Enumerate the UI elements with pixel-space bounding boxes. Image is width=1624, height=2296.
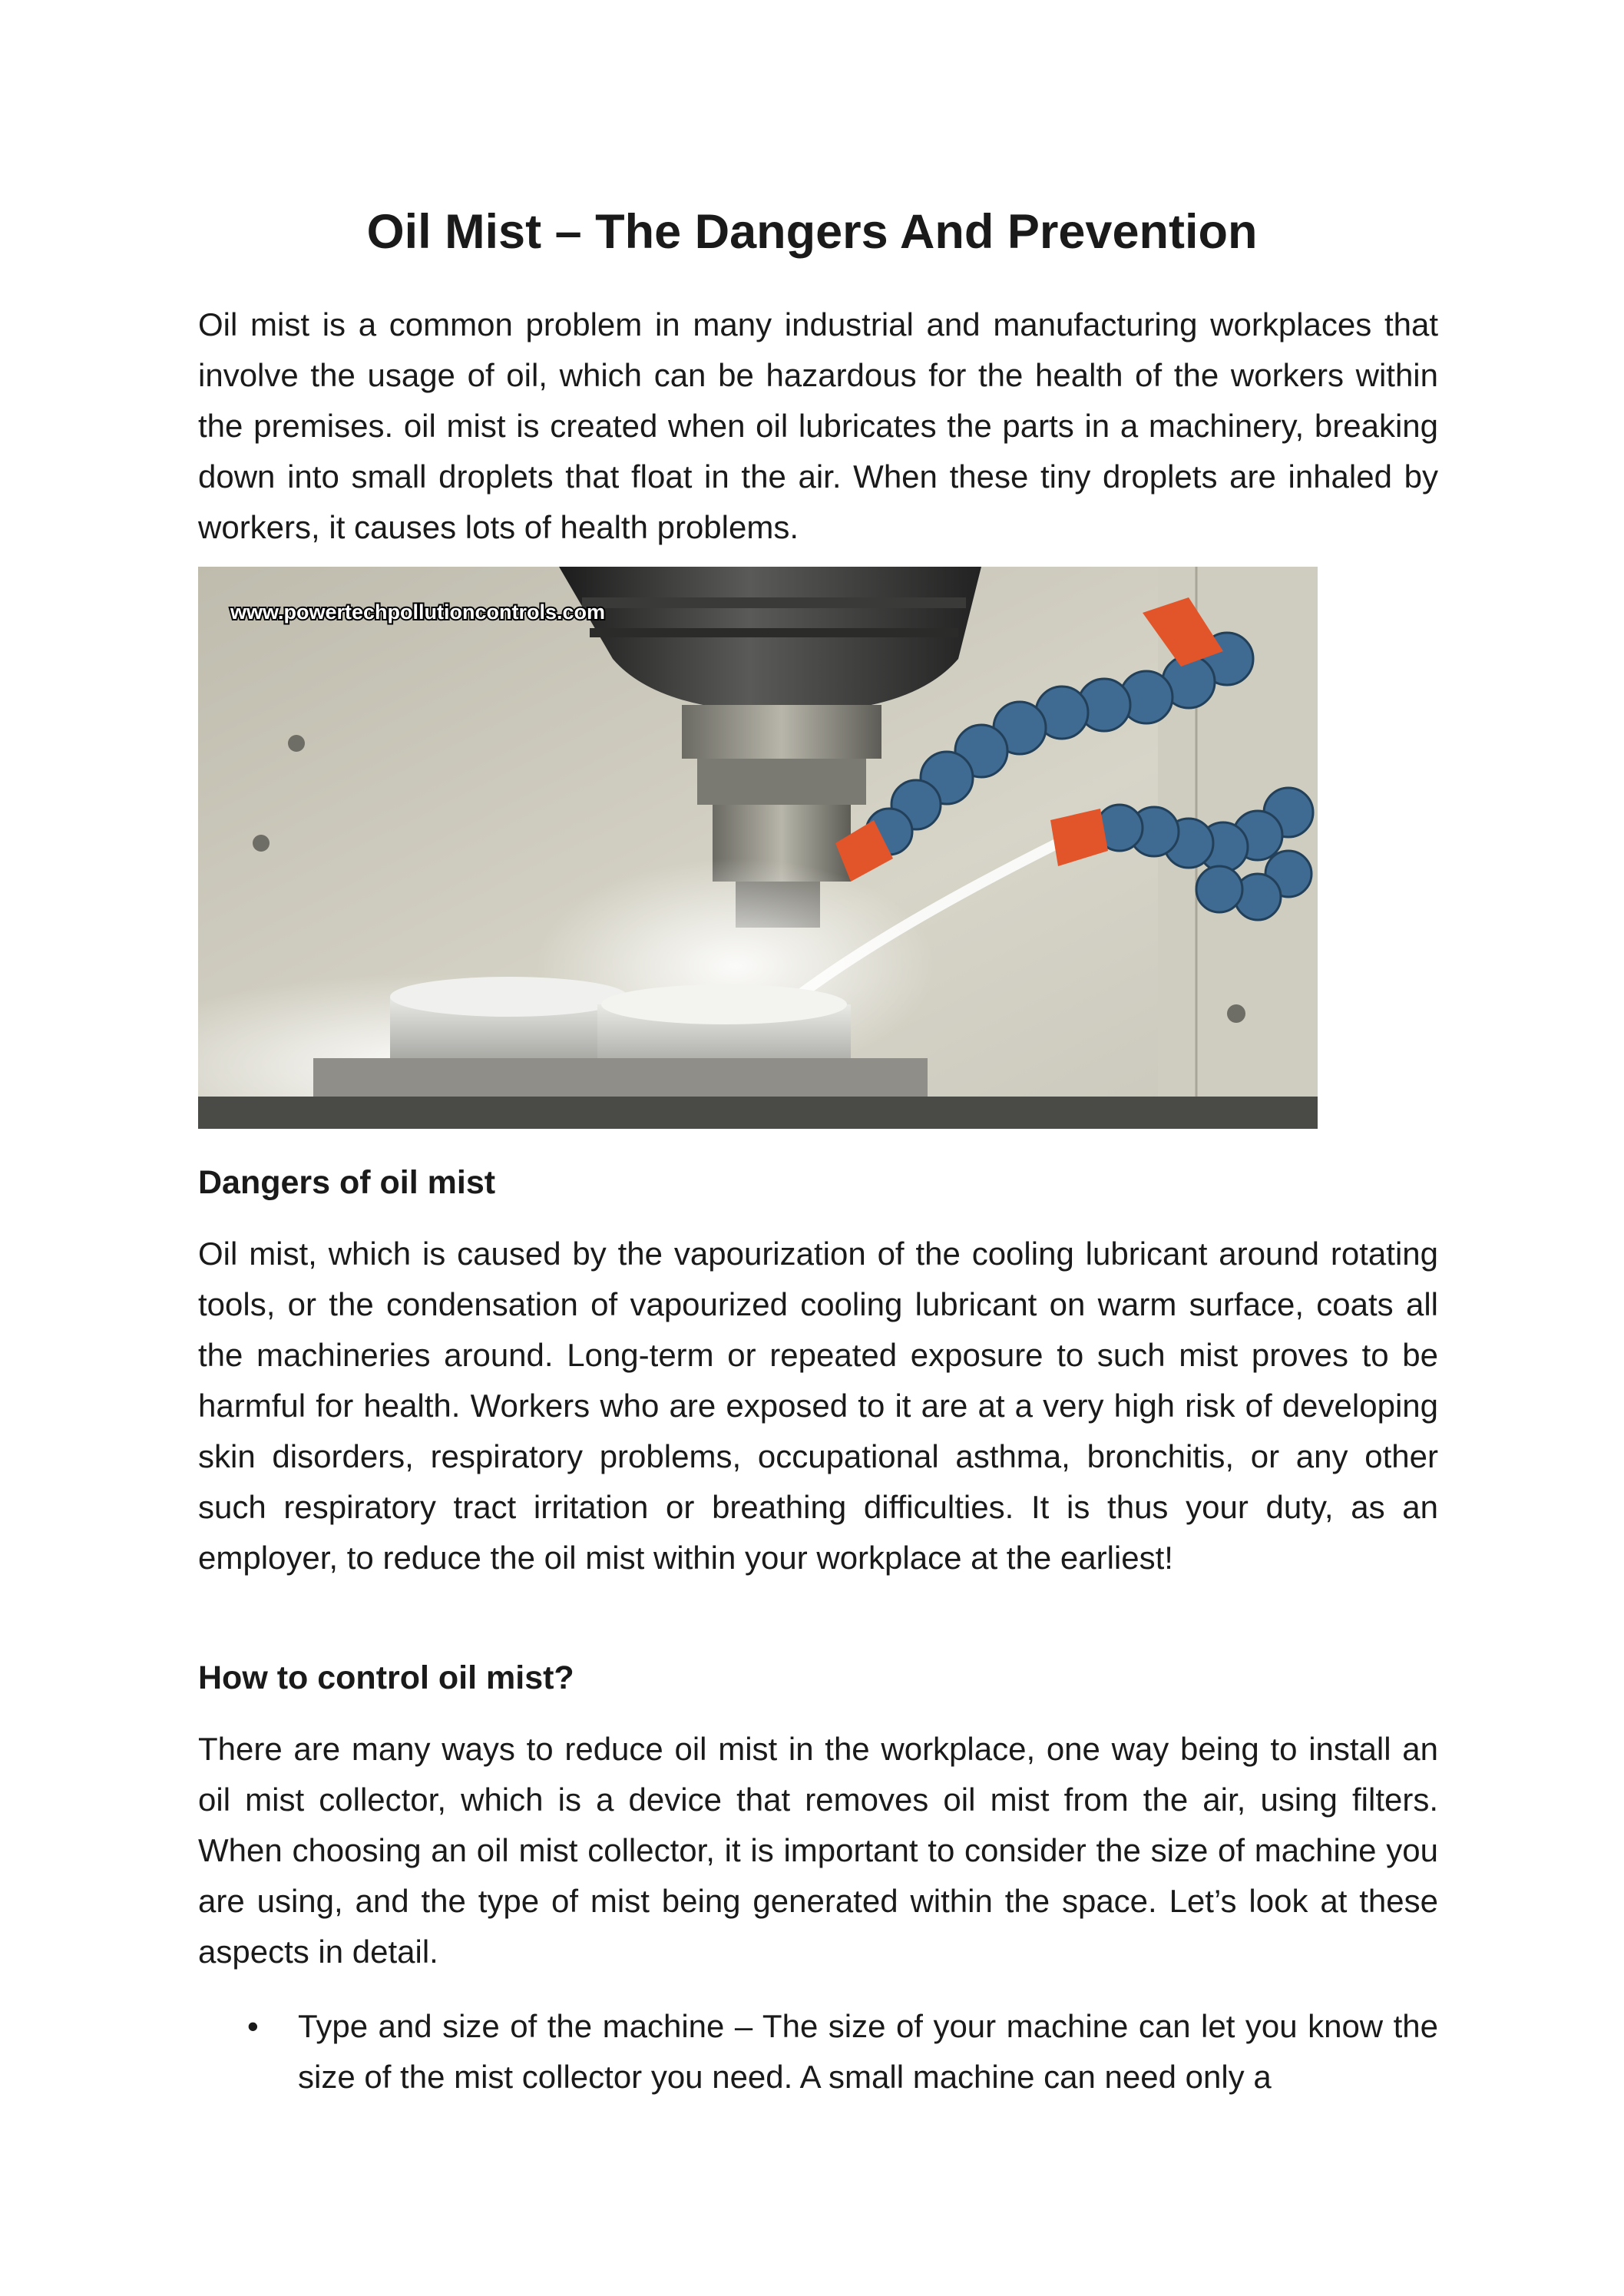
image-watermark: www.powertechpollutioncontrols.com (230, 600, 606, 624)
bullet-list (198, 2001, 1438, 2102)
intro-paragraph: Oil mist is a common problem in many industrial and manufacturing workplaces that involve the usage of oil, which can be hazardous for the health of the workers within the premises. oil mist is created when oil lubricates the parts in a machinery, breaking down into small droplets that float in the air. When these tiny droplets are inhaled by workers, it causes lots of health problems. (198, 306, 1438, 545)
bullet-text: Type and size of the machine – The size of your machine can let you know the size of the mist collector you need. A small machine can need only a (298, 2008, 1438, 2095)
document-title: Oil Mist – The Dangers And Prevention (366, 205, 1258, 259)
dangers-paragraph: Oil mist, which is caused by the vapourization of the cooling lubricant around rotating tools, or the condensation of vapourized cooling lubricant on warm surface, coats all the machineries around. Long-term or repeated exposure to such mist proves to be harmful for health. Workers who are exposed to it are at a very high risk of developing skin disorders, respiratory problems, occupational asthma, bronchitis, or any other such respiratory tract irritation or breathing difficulties. It is thus your duty, as an employer, to reduce the oil mist within your workplace at the earliest! (198, 1236, 1438, 1576)
bullet-marker: • (247, 2008, 259, 2044)
section-heading-dangers: Dangers of oil mist (198, 1164, 496, 1201)
machining-photo (198, 567, 1318, 1129)
section-heading-control: How to control oil mist? (198, 1659, 574, 1696)
list-item (198, 2001, 1438, 2102)
control-paragraph: There are many ways to reduce oil mist in the workplace, one way being to install an oil mist collector, which is a device that removes oil mist from the air, using filters. When choosing an oil mist collector, it is important to consider the size of machine you are using, and the type of mist being generated within the space. Let’s look at these aspects in detail. (198, 1731, 1438, 1970)
